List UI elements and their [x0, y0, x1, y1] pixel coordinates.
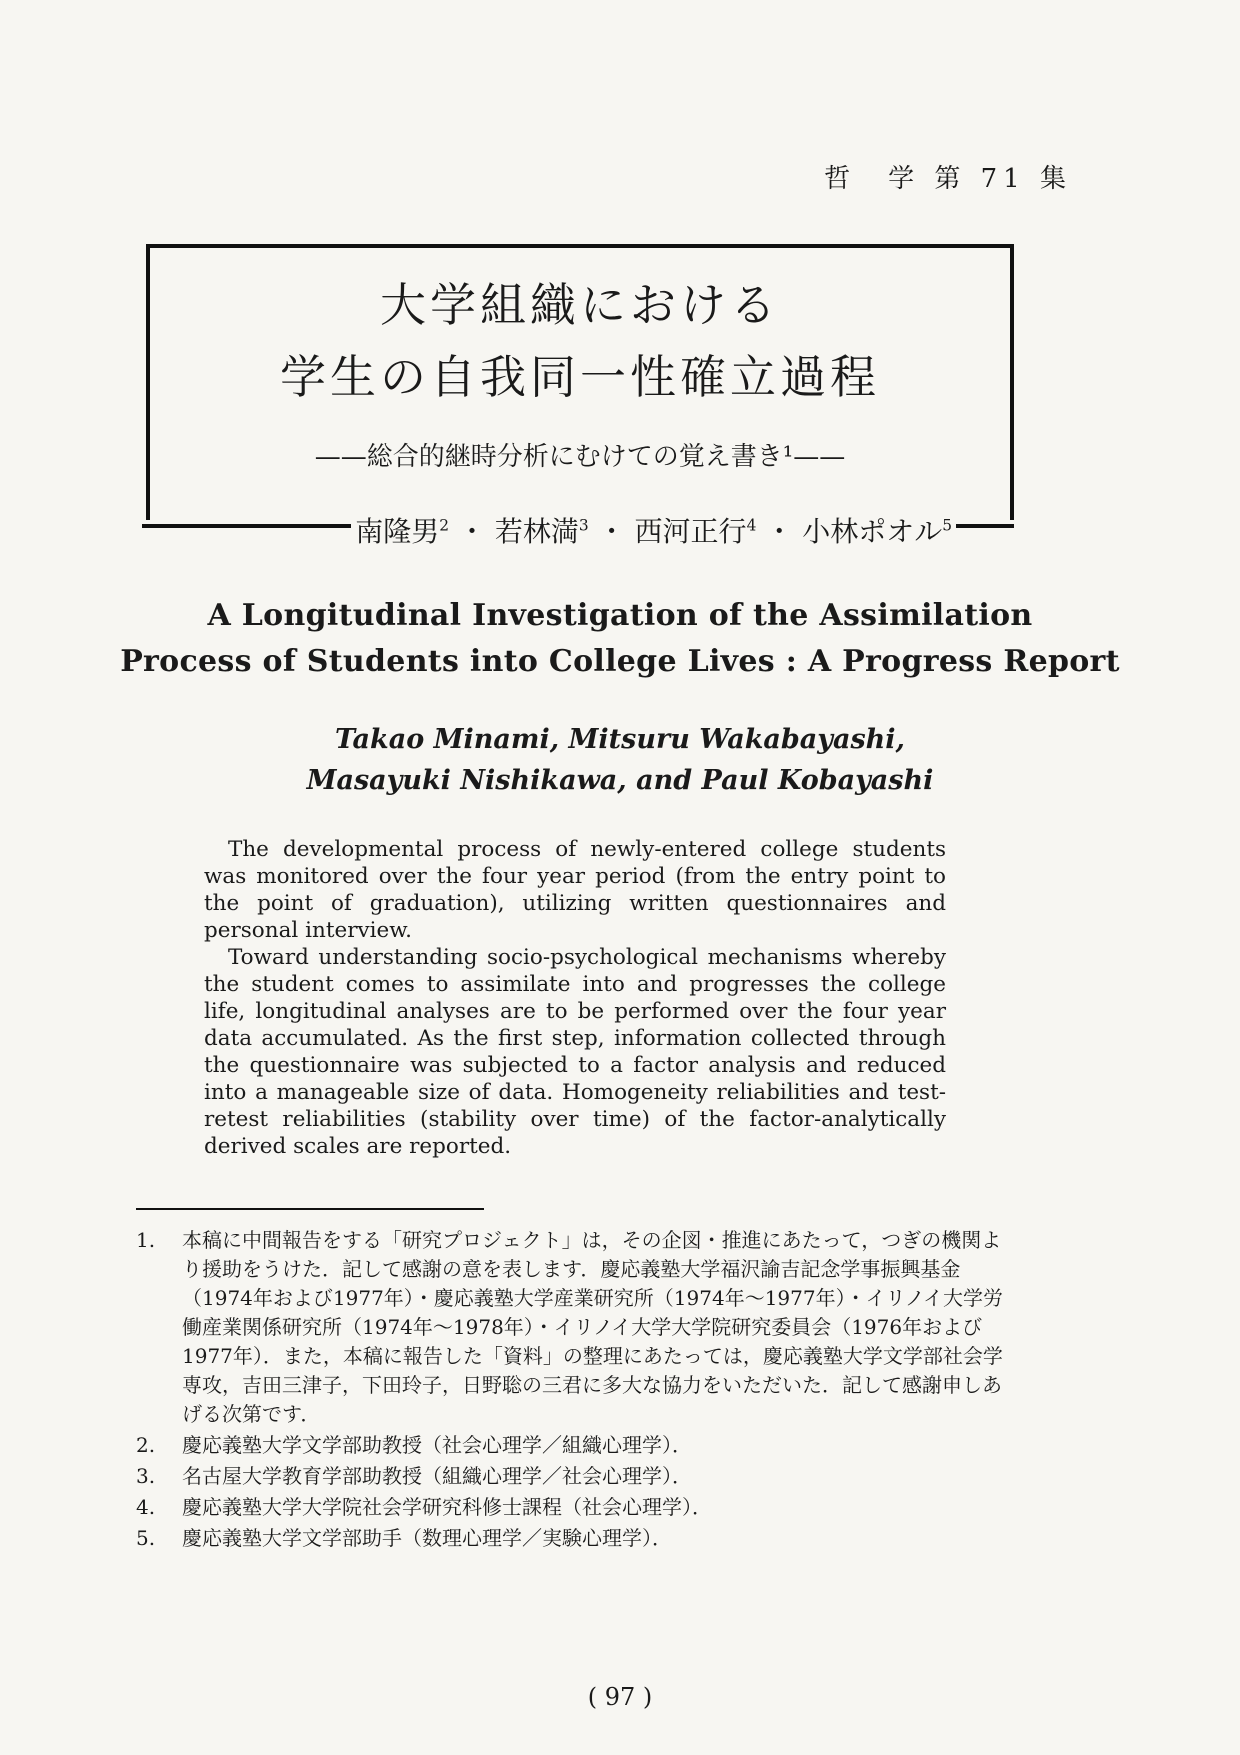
japanese-title-line-1: 大学組織における — [380, 278, 780, 332]
japanese-subtitle: ——総合的継時分析にむけての覚え書き¹—— — [314, 442, 846, 472]
footnote-divider — [136, 1208, 484, 1210]
footnote-item — [136, 1226, 1016, 1429]
footnote-number: 4. — [136, 1495, 156, 1519]
footnote-number: 3. — [136, 1464, 156, 1488]
footnote-text: 名古屋大学教育学部助教授（組織心理学／社会心理学）． — [182, 1464, 692, 1488]
author-jp-2-note: 3 — [578, 516, 589, 535]
author-jp-2: 若林満 — [494, 515, 579, 548]
footnote-text: 慶応義塾大学文学部助教授（社会心理学／組織心理学）． — [182, 1433, 692, 1457]
journal-header: 哲 学 第 71 集 — [824, 164, 1072, 194]
footnote-item — [136, 1524, 1016, 1553]
abstract-paragraph-1: The developmental process of newly-entered college students was monitored over the four year period (from the entry point to the point of graduation), utilizing written questionnaires and personal interview. — [204, 837, 946, 943]
english-title-line-2: Process of Students into College Lives : A Progress Report — [120, 644, 1120, 679]
author-separator: ・ — [597, 515, 626, 548]
author-jp-3-note: 4 — [746, 516, 757, 535]
footnote-number: 2. — [136, 1433, 156, 1457]
japanese-title-line-2: 学生の自我同一性確立過程 — [280, 350, 880, 404]
footnote-number: 5. — [136, 1526, 156, 1550]
author-jp-1: 南隆男 — [355, 515, 440, 548]
footnote-item — [136, 1431, 1016, 1460]
english-authors-line-1: Takao Minami, Mitsuru Wakabayashi, — [335, 724, 905, 755]
author-jp-3: 西河正行 — [634, 515, 747, 548]
english-title-line-1: A Longitudinal Investigation of the Assimilation — [207, 598, 1033, 633]
author-jp-4: 小林ポオル — [802, 515, 943, 548]
author-separator: ・ — [765, 515, 794, 548]
abstract-paragraph-2: Toward understanding socio-psychological mechanisms whereby the student comes to assimilate into and progresses the college life, longitudinal analyses are to be performed over the four year data accumulated. As the first step, information collected through the questionnaire was subjected to a factor analysis and reduced into a manageable size of data. Homogeneity reliabilities and test-retest reliabilities (stability over time) of the factor-analytically derived scales are reported. — [204, 945, 946, 1159]
japanese-authors — [146, 510, 1014, 548]
footnotes — [136, 1226, 1016, 1555]
footnote-item — [136, 1493, 1016, 1522]
footnote-text: 本稿に中間報告をする「研究プロジェクト」は，その企図・推進にあたって，つぎの機関より援助をうけた．記して感謝の意を表します．慶応義塾大学福沢諭吉記念学事振興基金（1974年および1977年）・慶応義塾大学産業研究所（1974年～1977年）・イリノイ大学労働産業関係研究所（1974年～1978年）・イリノイ大学大学院研究委員会（1976年および1977年）．また，本稿に報告した「資料」の整理にあたっては，慶応義塾大学文学部社会学専攻，吉田三津子，下田玲子，日野聡の三君に多大な協力をいただいた．記して感謝申しあげる次第です． — [182, 1228, 1003, 1426]
author-jp-4-note: 5 — [942, 516, 952, 535]
author-separator: ・ — [457, 515, 486, 548]
page-number: ( 97 ) — [587, 1683, 653, 1711]
footnote-item — [136, 1462, 1016, 1491]
english-authors-line-2: Masayuki Nishikawa, and Paul Kobayashi — [306, 765, 934, 796]
japanese-author-names — [351, 510, 956, 550]
footnote-text: 慶応義塾大学文学部助手（数理心理学／実験心理学）． — [182, 1526, 672, 1550]
footnote-text: 慶応義塾大学大学院社会学研究科修士課程（社会心理学）． — [182, 1495, 712, 1519]
author-jp-1-note: 2 — [439, 516, 450, 535]
abstract — [204, 836, 946, 1160]
footnote-number: 1. — [136, 1228, 156, 1252]
